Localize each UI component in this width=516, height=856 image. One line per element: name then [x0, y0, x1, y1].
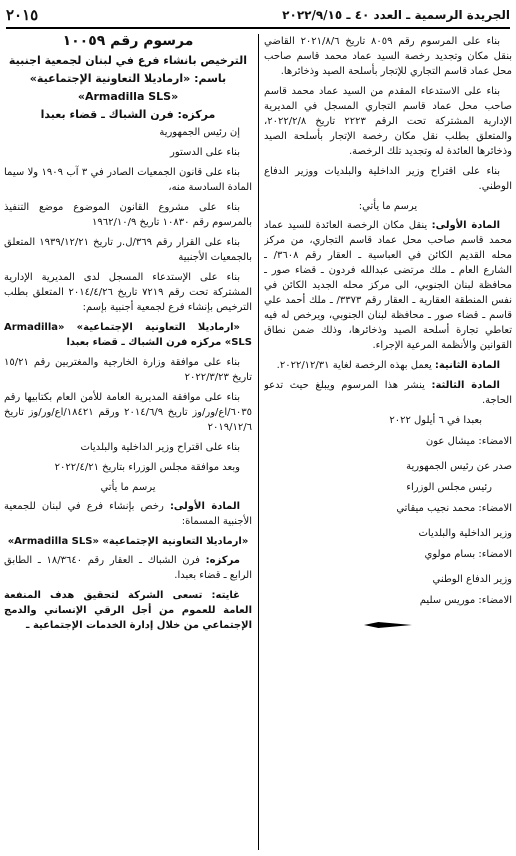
whereas-prior-decree: بناء على المرسوم رقم ٨٠٥٩ تاريخ ٢٠٢١/٨/٦ القاضي بنقل مكان وتجديد رخصة السيد عماد محمد قاسم صاحب محل عماد قاسم التجاري للإتجار بأسلحة الصيد وذخائرها. [264, 36, 512, 77]
whereas-proposal: بناء على اقتراح وزير الداخلية والبلديات ووزير الدفاع الوطني. [264, 166, 512, 192]
article-3 [264, 378, 512, 408]
decree-title-3: «Armadilla SLS» [77, 90, 179, 103]
preamble-7: «ارماديلا التعاونية الإجتماعية» «Armadilla SLS» مركزه فرن الشباك ـ قضاء بعبدا [4, 322, 252, 348]
article-1 [264, 218, 512, 353]
preamble-8: بناء على موافقة وزارة الخارجية والمغتربين رقم ١٥/٢١ تاريخ ٢٠٢٢/٣/٢٣ [4, 357, 252, 383]
association-name: «ارماديلا التعاونية الإجتماعية» «Armadilla SLS» [7, 536, 249, 547]
preamble-11: وبعد موافقة مجلس الوزراء بتاريخ ٢٠٢٢/٤/٢١ [54, 462, 240, 473]
decrees-heading: يرسم ما يأتي: [358, 201, 418, 212]
headquarters [4, 553, 252, 583]
preamble-2: بناء على الدستور [170, 147, 240, 158]
pm-signature: الامضاء: محمد نجيب ميقاتي [396, 503, 512, 514]
pm-title: رئيس مجلس الوزراء [406, 482, 492, 493]
preamble-6: بناء على الإستدعاء المسجل لدى المديرية الإدارية المشتركة تحت رقم ٧٢١٩ تاريخ ٢٠١٤/٤/٢٦ المتعلق بطلب الترخيص بإنشاء فرع لجمعية أجنبية بإسم: [4, 272, 252, 313]
decrees-heading-left: يرسم ما يأتي [100, 482, 156, 493]
article-2-text: يعمل بهذه الرخصة لغاية ٢٠٢٢/١٢/٣١. [276, 360, 432, 371]
purpose [4, 588, 252, 633]
right-column [264, 34, 512, 856]
publication-title: الجريدة الرسمية ـ العدد ٤٠ ـ ٢٠٢٢/٩/١٥ [282, 8, 510, 22]
left-column [4, 34, 252, 856]
date-line: بعبدا في ٦ أيلول ٢٠٢٢ [389, 415, 482, 426]
article-3-label: المادة الثالثة: [431, 380, 500, 391]
interior-minister-title: وزير الداخلية والبلديات [418, 528, 512, 539]
headquarters-label: مركزه: [205, 555, 240, 566]
page-header [6, 8, 510, 26]
column-divider [258, 34, 259, 850]
article-1-text: ينقل مكان الرخصة العائدة للسيد عماد محمد قاسم صاحب محل عماد قاسم التجاري، من مركز محله القديم الكائن في العباسية ـ العقار رقم ٣٦٠٨/ ـ الشارع العام ـ ملك مرتضى عبدالله فردون ـ قضاء صور ـ محافظة لبنان الجنوبي، الى مركز محله الجديد الكائن في نفس المنطقة العقارية ـ العقار رقم ٣٣٧٣/ ـ ملك أحمد علي قاسم ـ قضاء صور ـ محافظة لبنان الجنوبي، ويرخص له فيه تعاطي تجارة أسلحة الصيد وذخائرها، وذلك ضمن نطاق القوانين والأنظمة المرعية الإجراء. [264, 220, 512, 351]
preamble-1: إن رئيس الجمهورية [159, 127, 240, 138]
preamble-10: بناء على اقتراح وزير الداخلية والبلديات [80, 442, 240, 453]
whereas-application: بناء على الاستدعاء المقدم من السيد عماد محمد قاسم صاحب محل عماد قاسم التجاري المسجل في المديرية الإدارية المشتركة تحت الرقم ٢٢٢٣ تاريخ ٢٠٢٢/٢/٨، والمتعلق بطلب نقل مكان رخصة الإتجار بأسلحة الصيد وذخائرها العائدة له وتجديد تلك الرخصة. [264, 86, 512, 157]
article-3-text: ينشر هذا المرسوم ويبلغ حيث تدعو الحاجة. [264, 380, 512, 406]
decree-title-4: مركزه: فرن الشباك ـ قضاء بعبدا [40, 108, 216, 121]
article-1-label: المادة الأولى: [431, 220, 500, 231]
decree-title-2: باسم: «ارماديلا التعاونية الإجتماعية» [29, 72, 227, 85]
defense-minister-signature: الامضاء: موريس سليم [419, 595, 512, 606]
issued-by: صدر عن رئيس الجمهورية [406, 461, 512, 472]
purpose-text: تسعى الشركة لتحقيق هدف المنفعة العامة للعموم من أجل الرقي الإنساني والدمج الإجتماعي من خلال إدارة الخدمات الإجتماعية ـ [4, 590, 252, 631]
header-rule [6, 27, 510, 29]
left-article-1 [4, 499, 252, 529]
preamble-5: بناء على القرار رقم ٣٦٩/ل.ر تاريخ ١٩٣٩/١٢/٢١ المتعلق بالجمعيات الأجنبية [4, 237, 252, 263]
end-ornament [264, 618, 512, 633]
decree-number: مرسوم رقم ١٠٠٥٩ [62, 34, 194, 49]
defense-minister-title: وزير الدفاع الوطني [432, 574, 512, 585]
purpose-label: غايته: [211, 590, 240, 601]
decree-title-1: الترخيص بانشاء فرع في لبنان لجمعية اجنبية [8, 54, 248, 67]
interior-minister-signature: الامضاء: بسام مولوي [424, 549, 512, 560]
preamble-4: بناء على مشروع القانون الموضوع موضع التنفيذ بالمرسوم رقم ١٠٨٣٠ تاريخ ١٩٦٢/١٠/٩ [4, 202, 252, 228]
preamble-9: بناء على موافقة المديرية العامة للأمن العام بكتابيها رقم ٦٠٣٥/اع/ور/وز تاريخ ٢٠١٤/٦/٩ ورقم ١٨٤٢١/اع/ور/وز تاريخ ٢٠١٩/١٢/٦ [4, 392, 252, 433]
left-article-1-text: رخص بإنشاء فرع في لبنان للجمعية الأجنبية المسماة: [4, 501, 252, 527]
article-2 [264, 358, 512, 373]
signature-president: الامضاء: ميشال عون [425, 436, 512, 447]
left-article-1-label: المادة الأولى: [169, 501, 240, 512]
page-number: ٢٠١٥ [6, 6, 39, 24]
preamble-3: بناء على قانون الجمعيات الصادر في ٣ آب ١٩٠٩ ولا سيما المادة السادسة منه، [4, 167, 252, 193]
headquarters-text: فرن الشباك ـ العقار رقم ١٨/٣٦٤٠ ـ الطابق الرابع ـ قضاء بعبدا. [4, 555, 252, 581]
article-2-label: المادة الثانية: [434, 360, 500, 371]
